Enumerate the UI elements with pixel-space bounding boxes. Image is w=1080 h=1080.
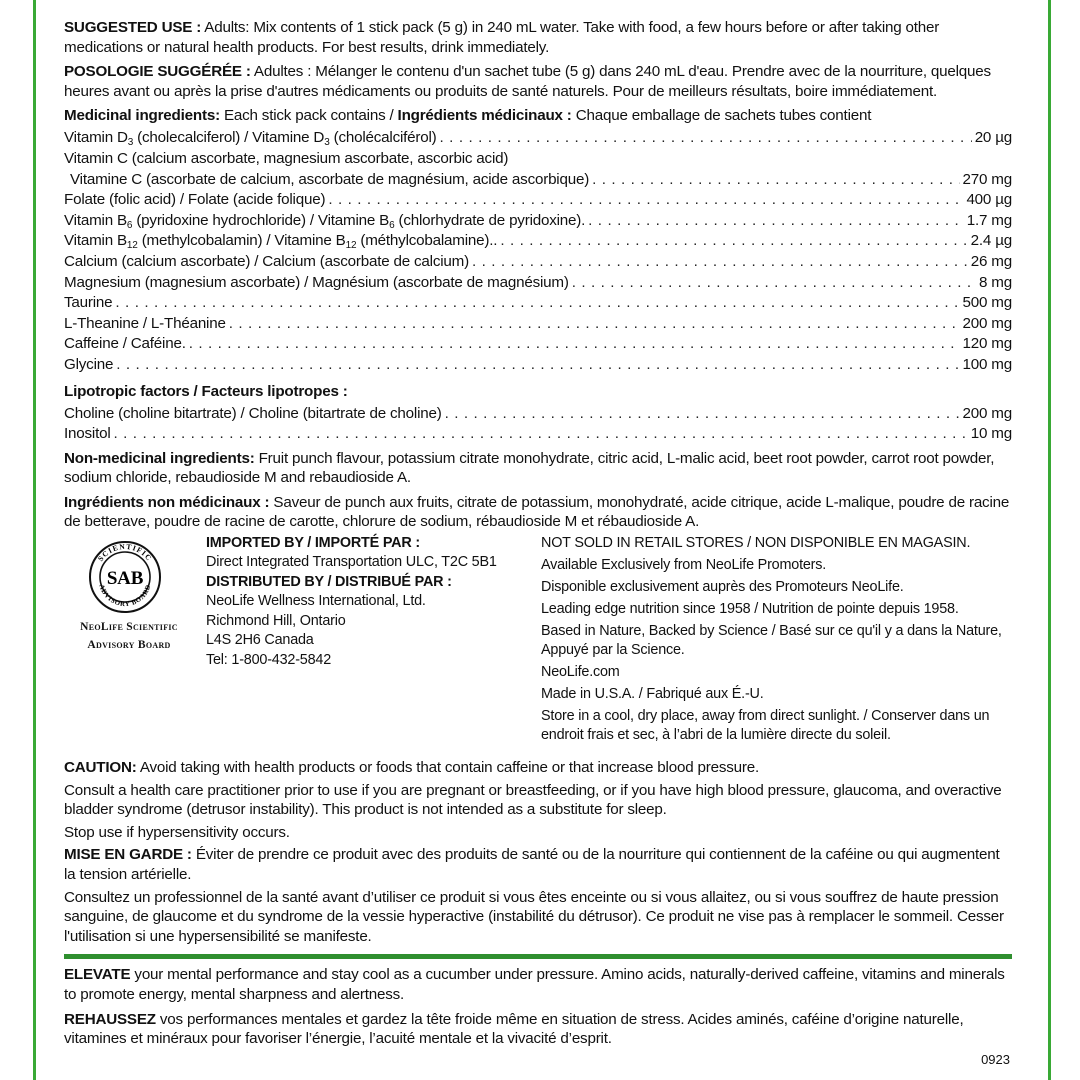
website-link[interactable]: NeoLife.com <box>541 664 620 680</box>
dot-leader <box>229 314 960 334</box>
ingredient-row-glycine: Glycine . . . 100 mg <box>64 355 1012 376</box>
elevate-en: ELEVATE your mental performance and stay cool as a cucumber under pressure. Amino acids, naturally-derived caffeine, vitamins and minerals to promote energy, mental sharpness and alertness. <box>64 966 1005 1003</box>
elevate-fr: REHAUSSEZ vos performances mentales et gardez la tête froide même en situation de stress. Acides aminés, caféine d’origine naturelle, vitamines et minéraux pour favoriser l’énergie, l’acuité mentale et la vivacité d’esprit. <box>64 1010 964 1048</box>
dot-leader <box>592 170 959 190</box>
dot-leader <box>472 252 968 272</box>
caution-section: CAUTION: Avoid taking with health products or foods that contain caffeine or that increase blood pressure. Consult a health care practitioner prior to use if you are pregnant or breastfeeding, or if you have high blood pressure, glaucoma, and overactive bladder syndrome (detrusor instability). This product is not intended as a substitute for sleep. Stop use if hypersensitivity occurs. MISE EN GARDE : Éviter de prendre ce produit avec des produits de santé ou de la nourriture qui contiennent de la caféine ou qui augmentent la tension artérielle. Consultez un professionnel de la santé avant d’utiliser ce produit si vous êtes enceinte ou si vous allaitez, ou si vous souffrez de haute pression sanguine, de glaucome et du syndrome de la vessie hyperactive (instabilité du détrusor). Ce produit ne vise pas à remplacer le sommeil. Cesser l'utilisation si une hypersensibilité se manifeste. <box>64 759 1004 945</box>
left-green-border <box>0 0 36 1080</box>
ingredient-row-vitamin-b12: Vitamin $B_{12}$ (methylcobalamin) / Vitamine $B_{12}$ (méthylcobalamine).. . . . 2.4 µg <box>64 231 1012 252</box>
medicinal-header: Medicinal ingredients: Each stick pack contains / Ingrédients médicinaux : Chaque emballage de sachets tubes contient <box>64 107 872 125</box>
dot-leader <box>189 334 960 354</box>
sab-seal-icon <box>88 540 162 614</box>
dot-leader <box>440 128 972 148</box>
seal-center-text: SAB <box>106 568 144 590</box>
non-medicinal-en: Non-medicinal ingredients: Fruit punch flavour, potassium citrate monohydrate, citric acid, L-malic acid, beet root powder, carrot root powder, sodium chloride, rebaudioside M and rebaudioside A. <box>64 449 995 487</box>
ingredient-row-vitamin-c-en: Vitamin C (calcium ascorbate, magnesium ascorbate, ascorbic acid) <box>64 149 509 167</box>
dot-leader <box>445 404 960 424</box>
ingredient-row-folate: Folate (folic acid) / Folate (acide folique) . . . 400 µg <box>64 190 1012 211</box>
dot-leader <box>328 190 963 210</box>
importer-block: IMPORTED BY / IMPORTÉ PAR : Direct Integrated Transportation ULC, T2C 5B1 DISTRIBUTED BY / DISTRIBUÉ PAR : NeoLife Wellness International, Ltd. Richmond Hill, Ontario L4S 2H6 Canada Tel: 1-800-432-5842 <box>206 535 497 668</box>
dot-leader <box>115 293 959 313</box>
logo-caption: NeoLife Scientific Advisory Board <box>80 621 178 652</box>
ingredient-row-taurine: Taurine . . . 500 mg <box>64 293 1012 314</box>
dot-leader <box>500 231 967 251</box>
dot-leader <box>116 355 959 375</box>
ingredient-row-magnesium: Magnesium (magnesium ascorbate) / Magnésium (ascorbate de magnésium) . . . 8 mg <box>64 273 1012 294</box>
ingredient-row-choline: Choline (choline bitartrate) / Choline (bitartrate de choline) . . . 200 mg <box>64 404 1012 425</box>
dot-leader <box>572 273 976 293</box>
ingredient-row-vitamin-d: Vitamin $D_3$ (cholecalciferol) / Vitamine $D_3$ (cholécalciférol) . . . 20 µg <box>64 128 1012 149</box>
seal-bottom-text: ADVISORY BOARD <box>97 583 153 609</box>
ingredient-row-calcium: Calcium (calcium ascorbate) / Calcium (ascorbate de calcium) . . . 26 mg <box>64 252 1012 273</box>
right-green-border <box>1048 0 1080 1080</box>
ingredient-row-inositol: Inositol . . . 10 mg <box>64 424 1012 445</box>
seal-top-text: SCIENTIFIC <box>95 541 155 564</box>
suggested-use-en: SUGGESTED USE : Adults: Mix contents of 1 stick pack (5 g) in 240 mL water. Take with food, a few hours before or after taking other medications or natural health products. For best results, drink immediately. <box>64 19 940 56</box>
ingredient-row-theanine: L-Theanine / L-Théanine . . . 200 mg <box>64 314 1012 335</box>
company-info-section <box>64 534 1012 758</box>
lot-code: 0923 <box>981 1052 1010 1067</box>
dot-leader <box>588 211 964 231</box>
green-divider <box>64 954 1012 959</box>
ingredient-row-vitamin-b6: Vitamin $B_6$ (pyridoxine hydrochloride) / Vitamine $B_6$ (chlorhydrate de pyridoxine). . . . 1.7 mg <box>64 211 1012 232</box>
retail-block: NOT SOLD IN RETAIL STORES / NON DISPONIBLE EN MAGASIN. Available Exclusively from NeoLife Promoters. Disponible exclusivement auprès des Promoteurs NeoLife. Leading edge nutrition since 1958 / Nutrition de pointe depuis 1958. Based in Nature, Backed by Science / Basé sur ce qu'il y a dans la Nature, Appuyé par la Science. NeoLife.com Made in U.S.A. / Fabriqué aux É.-U. Store in a cool, dry place, away from direct sunlight. / Conserver dans un endroit frais et sec, à l’abri de la lumière directe du soleil. <box>541 534 1016 748</box>
suggested-use-fr: POSOLOGIE SUGGÉRÉE : Adultes : Mélanger le contenu d'un sachet tube (5 g) dans 240 mL d'eau. Prendre avec de la nourriture, quelques heures avant ou après la prise d'autres médicaments ou produits de santé naturels. Pour de meilleurs résultats, boire immédiatement. <box>64 63 991 100</box>
non-medicinal-fr: Ingrédients non médicinaux : Saveur de punch aux fruits, citrate de potassium, monohydraté, acide citrique, acide L-malique, poudre de racine de betterave, poudre de racine de carotte, chlorure de sodium, rébaudioside M et rébaudioside A. <box>64 493 1010 531</box>
lipotropic-header: Lipotropic factors / Facteurs lipotropes : <box>64 382 348 400</box>
ingredient-row-caffeine: Caffeine / Caféine. . . . 120 mg <box>64 334 1012 355</box>
label-content <box>64 18 1012 1054</box>
ingredient-row-vitamin-c-fr: Vitamine C (ascorbate de calcium, ascorbate de magnésium, acide ascorbique) . . . 270 mg <box>64 170 1012 191</box>
dot-leader <box>114 424 968 444</box>
